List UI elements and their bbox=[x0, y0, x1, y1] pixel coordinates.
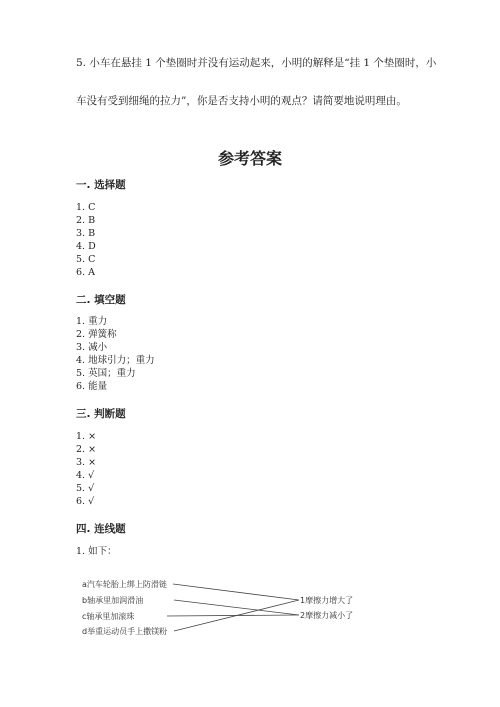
matching-answer-list bbox=[76, 545, 117, 558]
list-item: 5. √ bbox=[76, 483, 95, 494]
section-heading-fill: 二. 填空题 bbox=[76, 294, 126, 306]
list-item: 4. D bbox=[76, 241, 96, 252]
list-item: 1. 重力 bbox=[76, 316, 108, 327]
list-item: 5. C bbox=[76, 254, 96, 265]
match-line-1 bbox=[174, 600, 299, 615]
list-item: 1. 如下： bbox=[76, 546, 117, 557]
question-5-line-2: 车没有受到细绳的拉力”，你是否支持小明的观点？请简要地说明理由。 bbox=[76, 95, 407, 107]
section-heading-choice: 一. 选择题 bbox=[76, 179, 126, 191]
matching-diagram bbox=[76, 573, 376, 643]
list-item: 6. A bbox=[76, 267, 95, 278]
list-item: 2. 弹簧称 bbox=[76, 329, 117, 340]
choice-answer-list bbox=[76, 201, 96, 279]
judge-answer-list bbox=[76, 430, 96, 508]
match-left-a: a汽车轮胎上绑上防滑链 bbox=[82, 580, 167, 589]
match-right-2: 2摩擦力减小了 bbox=[300, 611, 354, 620]
list-item: 4. 地球引力；重力 bbox=[76, 355, 155, 366]
answer-title: 参考答案 bbox=[217, 149, 282, 168]
list-item: 4. √ bbox=[76, 470, 95, 481]
section-heading-judge: 三. 判断题 bbox=[76, 408, 126, 420]
list-item: 2. × bbox=[76, 444, 97, 455]
question-5-line-1: 5. 小车在悬挂 1 个垫圈时并没有运动起来，小明的解释是“挂 1 个垫圈时，小 bbox=[76, 57, 437, 69]
list-item: 6. 能量 bbox=[76, 381, 108, 392]
section-heading-matching: 四. 连线题 bbox=[76, 523, 126, 535]
list-item: 3. × bbox=[76, 457, 97, 468]
fill-answer-list bbox=[76, 315, 155, 393]
match-line-2 bbox=[167, 615, 299, 616]
list-item: 1. × bbox=[76, 431, 97, 442]
match-left-c: c轴承里加滚珠 bbox=[82, 612, 135, 621]
list-item: 3. 减小 bbox=[76, 342, 108, 353]
match-right-1: 1摩擦力增大了 bbox=[300, 596, 354, 605]
list-item: 3. B bbox=[76, 228, 96, 239]
match-line-0 bbox=[173, 584, 299, 600]
list-item: 2. B bbox=[76, 215, 96, 226]
match-left-b: b轴承里加润滑油 bbox=[82, 596, 144, 605]
list-item: 1. C bbox=[76, 202, 96, 213]
list-item: 5. 英国；重力 bbox=[76, 368, 136, 379]
list-item: 6. √ bbox=[76, 496, 95, 507]
match-left-d: d举重运动员手上撒镁粉 bbox=[82, 627, 168, 636]
